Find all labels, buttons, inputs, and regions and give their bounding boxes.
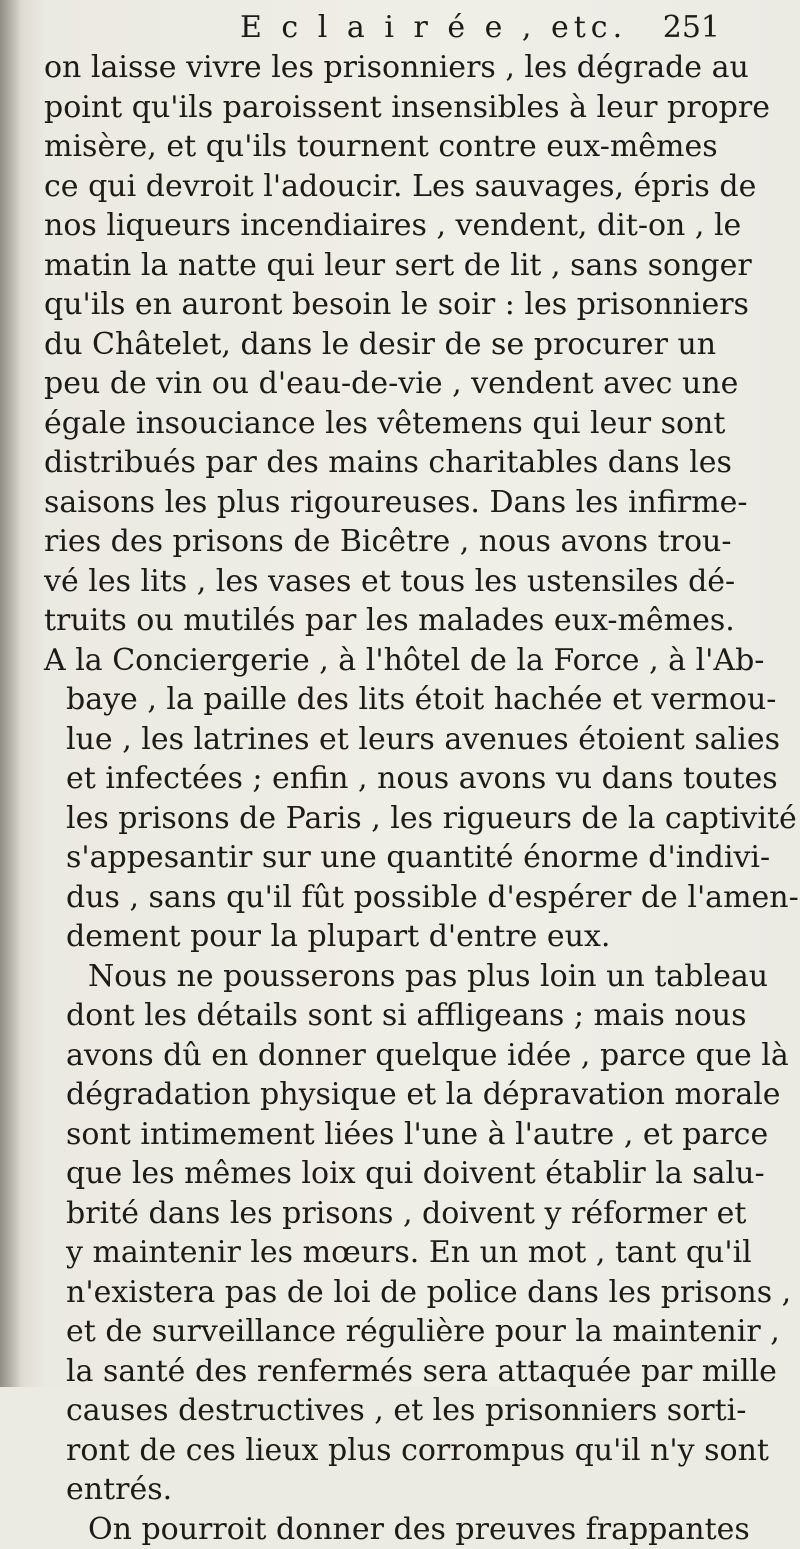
text-line: baye , la paille des lits étoit hachée et vermou- (44, 680, 744, 720)
text-line: A la Conciergerie , à l'hôtel de la Force , à l'Ab- (44, 641, 744, 681)
text-line: matin la natte qui leur sert de lit , sans songer (44, 246, 744, 286)
binding-shadow (0, 0, 22, 1387)
text-line: sont intimement liées l'une à l'autre , et parce (44, 1115, 744, 1155)
text-line: truits ou mutilés par les malades eux-mêmes. (44, 601, 744, 641)
text-line: que les mêmes loix qui doivent établir la salu- (44, 1154, 744, 1194)
text-line: point qu'ils paroissent insensibles à leur propre (44, 88, 744, 128)
text-line: distribués par des mains charitables dans les (44, 443, 744, 483)
text-line: et infectées ; enfin , nous avons vu dans toutes (44, 759, 744, 799)
text-line: causes destructives , et les prisonniers sorti- (44, 1391, 744, 1431)
text-line: on laisse vivre les prisonniers , les dégrade au (44, 48, 744, 88)
text-line: nos liqueurs incendiaires , vendent, dit-on , le (44, 206, 744, 246)
text-line: dement pour la plupart d'entre eux. (44, 917, 744, 957)
text-line: et de surveillance régulière pour la maintenir , (44, 1312, 744, 1352)
text-line: y maintenir les mœurs. En un mot , tant qu'il (44, 1233, 744, 1273)
paragraph-start-line: On pourroit donner des preuves frappantes (44, 1510, 744, 1549)
running-head (240, 6, 720, 50)
body-text (44, 48, 744, 1549)
text-line: dégradation physique et la dépravation morale (44, 1075, 744, 1115)
text-line: ce qui devroit l'adoucir. Les sauvages, épris de (44, 167, 744, 207)
text-line: du Châtelet, dans le desir de se procurer un (44, 325, 744, 365)
page-number: 251 (663, 6, 720, 50)
text-line: égale insouciance les vêtemens qui leur sont (44, 404, 744, 444)
text-line: ries des prisons de Bicêtre , nous avons trou- (44, 522, 744, 562)
text-line: entrés. (44, 1470, 744, 1510)
text-line: saisons les plus rigoureuses. Dans les infirme- (44, 483, 744, 523)
text-line: peu de vin ou d'eau-de-vie , vendent avec une (44, 364, 744, 404)
text-line: la santé des renfermés sera attaquée par mille (44, 1352, 744, 1392)
text-line: s'appesantir sur une quantité énorme d'indivi- (44, 838, 744, 878)
text-line: vé les lits , les vases et tous les ustensiles dé- (44, 562, 744, 602)
text-line: misère, et qu'ils tournent contre eux-mêmes (44, 127, 744, 167)
text-line: les prisons de Paris , les rigueurs de la captivité (44, 799, 744, 839)
text-line: ront de ces lieux plus corrompus qu'il n'y sont (44, 1431, 744, 1471)
text-line: avons dû en donner quelque idée , parce que là (44, 1036, 744, 1076)
text-line: dus , sans qu'il fût possible d'espérer de l'amen- (44, 878, 744, 918)
text-line: brité dans les prisons , doivent y réformer et (44, 1194, 744, 1234)
text-line: lue , les latrines et leurs avenues étoient salies (44, 720, 744, 760)
text-line: qu'ils en auront besoin le soir : les prisonniers (44, 285, 744, 325)
running-head-title: E c l a i r é e , etc. (240, 10, 627, 45)
text-line: dont les détails sont si affligeans ; mais nous (44, 996, 744, 1036)
text-line: n'existera pas de loi de police dans les prisons , (44, 1273, 744, 1313)
paragraph-start-line: Nous ne pousserons pas plus loin un tableau (44, 957, 744, 997)
